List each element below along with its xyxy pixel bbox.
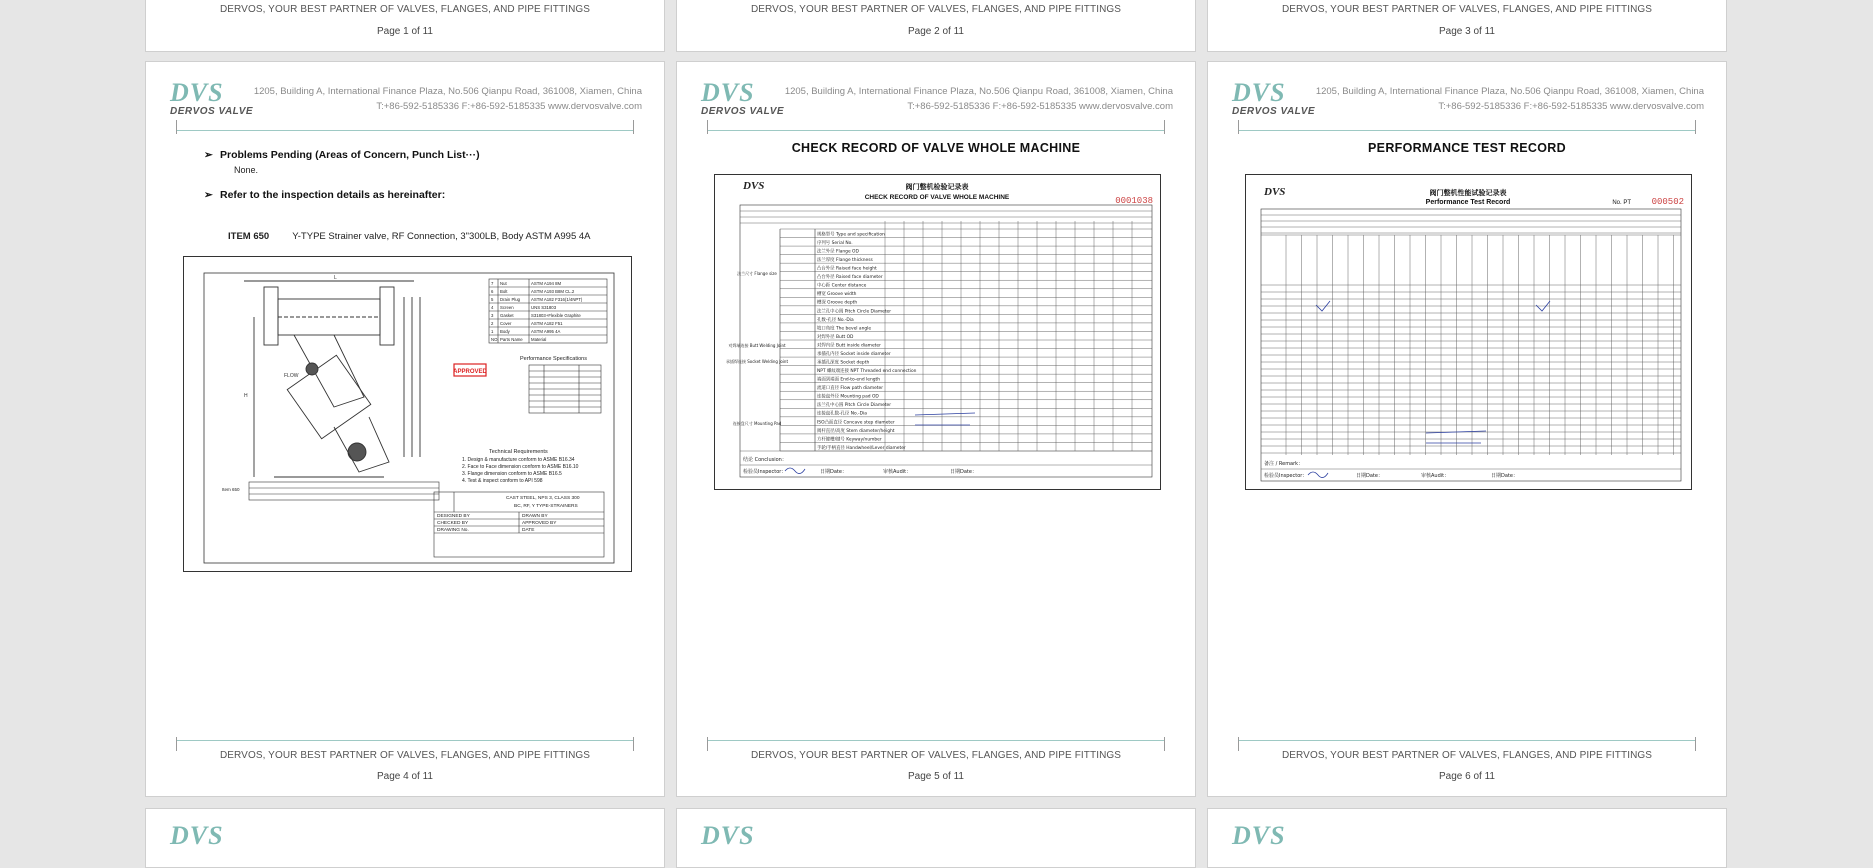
title-block-main: CAST STEEL, NPS 3, CLASS 300 (506, 496, 580, 501)
date2-label: 日期Date： (950, 469, 977, 475)
company-address (1316, 84, 1704, 114)
check-row-label: 方杆键槽/键号 Keyway/number (817, 437, 882, 443)
check-row-label: 对焊内径 Butt inside diameter (817, 343, 881, 349)
part-name: Body (500, 329, 510, 334)
check-row-label: 孔数-孔径 No.-Dia (817, 317, 854, 323)
logo-mark: DVS (170, 78, 224, 107)
footer-rule (176, 740, 634, 741)
form-title-cn: 阀门整机性能试验记录表 (1429, 189, 1507, 197)
check-row-label: 槽宽 Groove width (817, 292, 857, 298)
company-logo (170, 823, 260, 863)
part-material: S31803+Flexible Graphite (531, 313, 581, 318)
address-line: 1205, Building A, International Finance Plaza, No.506 Qianpu Road, 361008, Xiamen, China (253, 86, 642, 97)
form-title-en: CHECK RECORD OF VALVE WHOLE MACHINE (864, 194, 1010, 201)
part-name: Drain Plug (500, 297, 521, 302)
page-9 (1207, 808, 1727, 868)
part-no: 7 (491, 281, 494, 286)
check-row-label: 法兰外径 Flange OD (817, 249, 859, 255)
logo-mark: DVS (170, 821, 224, 850)
approved-by: APPROVED BY (522, 521, 557, 526)
svg-text:DVS: DVS (1264, 186, 1286, 198)
problems-bullet: ➢ Problems Pending (Areas of Concern, Punch List···) (204, 149, 480, 161)
header-rule (176, 130, 634, 131)
part-no: 1 (491, 329, 494, 334)
page-number: Page 6 of 11 (1439, 771, 1495, 782)
page-number: Page 5 of 11 (908, 771, 964, 782)
page-6 (1207, 61, 1727, 797)
part-name: Parts Name (500, 337, 523, 342)
check-row-label: 端面到端面 End-to-end length (817, 377, 881, 383)
company-logo (701, 823, 791, 863)
part-no: 2 (491, 321, 494, 326)
check-row-label: 连接盘孔数-孔径 No.-Dia (817, 411, 867, 417)
check-row-label: 手轮/手柄直径 Handwheel/Lever diameter (817, 445, 906, 451)
svg-text:FLOW: FLOW (284, 373, 299, 379)
logo-name: DERVOS VALVE (701, 106, 785, 117)
form-no-prefix: No. PT (1612, 200, 1631, 206)
company-logo (1232, 823, 1322, 863)
page-title: CHECK RECORD OF VALVE WHOLE MACHINE (791, 141, 1081, 155)
part-material: ASTM A182 F316(1/4NPT) (531, 297, 583, 302)
item-note: Item 650 (222, 487, 240, 492)
contact-line: T:+86-592-5185336 F:+86-592-5185335 www.dervosvalve.com (907, 101, 1173, 112)
part-no: NO. (491, 337, 499, 342)
date-label: 日期Date： (1356, 473, 1383, 479)
check-row-label: 中心距 Center distance (817, 283, 867, 289)
group-socket: 承插焊连接 Socket Welding Joint (725, 359, 789, 364)
company-address (254, 84, 642, 114)
svg-text:DVS: DVS (743, 180, 765, 192)
part-name: Gasket (500, 313, 514, 318)
page-number: Page 2 of 11 (908, 26, 964, 37)
form-title-en: Performance Test Record (1425, 199, 1511, 206)
tech-requirement: 4. Test & inspect conform to API 598 (462, 478, 543, 484)
logo-mark: DVS (1232, 821, 1286, 850)
check-row-label: 法兰孔中心圆 Pitch Circle Diameter (817, 309, 892, 315)
tech-requirement: 3. Flange dimension conform to ASME B16.5 (462, 471, 562, 477)
tech-requirement: 1. Design & manufacture conform to ASME B16.34 (462, 457, 575, 463)
check-row-label: 槽深 Groove depth (817, 300, 858, 306)
check-row-label: 凸台外径 Raised face height (817, 266, 877, 272)
form-number: 000502 (1651, 197, 1684, 207)
company-logo (701, 80, 791, 120)
address-line: 1205, Building A, International Finance Plaza, No.506 Qianpu Road, 361008, Xiamen, China (1315, 86, 1704, 97)
problems-none: None. (234, 165, 259, 175)
group-mounting: 连接盘尺寸 Mounting Pad (732, 421, 782, 426)
drawing-no: DRAWING No. (437, 528, 469, 533)
footer-slogan: DERVOS, YOUR BEST PARTNER OF VALVES, FLANGES, AND PIPE FITTINGS (750, 750, 1122, 761)
form-title-cn: 阀门整机检验记录表 (905, 183, 969, 191)
refer-bullet: ➢ Refer to the inspection details as hereinafter: (204, 189, 446, 201)
item-line (228, 231, 591, 242)
check-row-label: 对焊外径 Butt OD (817, 334, 854, 340)
page-1 (145, 0, 665, 52)
tech-req-title: Technical Requirements (489, 449, 548, 455)
page-2 (676, 0, 1196, 52)
logo-mark: DVS (1232, 78, 1286, 107)
part-name: Screen (500, 305, 514, 310)
footer-slogan: DERVOS, YOUR BEST PARTNER OF VALVES, FLANGES, AND PIPE FITTINGS (750, 4, 1122, 15)
address-line: 1205, Building A, International Finance Plaza, No.506 Qianpu Road, 361008, Xiamen, China (784, 86, 1173, 97)
date2-label: 日期Date： (1491, 473, 1518, 479)
audit-label: 审核Audit： (883, 469, 912, 475)
item-label: ITEM 650 (228, 231, 270, 242)
approved-stamp: APPROVED (453, 369, 487, 375)
page-number: Page 4 of 11 (377, 771, 433, 782)
part-no: 3 (491, 313, 494, 318)
conclusion-label: 结论 Conclusion： (743, 457, 787, 463)
company-address (785, 84, 1173, 114)
check-row-label: ISO凸面直径 Concave step diameter (817, 420, 895, 426)
part-material: ASTM A194 8M (531, 281, 562, 286)
footer-rule (707, 740, 1165, 741)
check-row-label: 法兰厚度 Flange thickness (817, 258, 873, 264)
part-material: ASTM A995 4A (531, 329, 561, 334)
check-row-label: NPT 螺纹端连接 NPT Threaded end connection (817, 369, 917, 375)
date-field: DATE (522, 528, 535, 533)
performance-test-form (1245, 174, 1692, 490)
svg-text:H: H (244, 393, 248, 399)
contact-line: T:+86-592-5185336 F:+86-592-5185335 www.dervosvalve.com (1438, 101, 1704, 112)
svg-text:L: L (334, 275, 337, 281)
checked-by: CHECKED BY (437, 521, 469, 526)
logo-mark: DVS (701, 78, 755, 107)
check-row-label: 凸台外径 Raised face diameter (817, 275, 883, 281)
page-number: Page 3 of 11 (1439, 26, 1495, 37)
date-label: 日期Date： (820, 469, 847, 475)
footer-slogan: DERVOS, YOUR BEST PARTNER OF VALVES, FLANGES, AND PIPE FITTINGS (219, 4, 591, 15)
logo-name: DERVOS VALVE (170, 106, 254, 117)
footer-slogan: DERVOS, YOUR BEST PARTNER OF VALVES, FLANGES, AND PIPE FITTINGS (1281, 750, 1653, 761)
item-description: Y-TYPE Strainer valve, RF Connection, 3"300LB, Body ASTM A995 4A (292, 231, 591, 242)
check-row-label: 阀杆直径/高度 Stem diameter/height (817, 428, 895, 434)
page-title: PERFORMANCE TEST RECORD (1368, 141, 1566, 155)
check-row-label: 流道口直径 Flow path diameter (817, 386, 884, 392)
form-number: 0001038 (1115, 196, 1153, 206)
part-no: 5 (491, 297, 494, 302)
logo-mark: DVS (701, 821, 755, 850)
group-flange: 法兰尺寸 Flange size (737, 271, 777, 276)
check-row-label: 规格型号 Type and specification (817, 232, 885, 238)
logo-name: DERVOS VALVE (1232, 106, 1316, 117)
part-name: Bolt (500, 289, 508, 294)
check-record-form (714, 174, 1161, 490)
inspector-label: 检验员Inspector： (743, 469, 787, 475)
check-row-label: 法兰孔中心圆 Pitch Circle Diameter (817, 403, 892, 409)
tech-requirement: 2. Face to Face dimension conform to ASME B16.10 (462, 464, 579, 470)
header-rule (1238, 130, 1696, 131)
part-name: Cover (500, 321, 512, 326)
footer-slogan: DERVOS, YOUR BEST PARTNER OF VALVES, FLANGES, AND PIPE FITTINGS (1281, 4, 1653, 15)
audit-label: 审核Audit： (1421, 473, 1450, 479)
footer-slogan: DERVOS, YOUR BEST PARTNER OF VALVES, FLANGES, AND PIPE FITTINGS (219, 750, 591, 761)
part-no: 4 (491, 305, 494, 310)
part-material: ASTM A193 B8M CL.2 (531, 289, 575, 294)
part-material: Material (531, 337, 547, 342)
check-row-label: 承插孔内径 Socket inside diameter (817, 351, 891, 357)
footer-rule (1238, 740, 1696, 741)
page-3 (1207, 0, 1727, 52)
check-row-label: 坡口角度 The bevel angle (817, 326, 872, 332)
part-no: 6 (491, 289, 494, 294)
company-logo (170, 80, 260, 120)
page-4 (145, 61, 665, 797)
part-name: Nut (500, 281, 507, 286)
part-material: ASTM A182 F51 (531, 321, 563, 326)
remark-label: 备注 / Remark： (1264, 461, 1304, 467)
check-row-label: 承插孔深度 Socket depth (817, 360, 870, 366)
page-5 (676, 61, 1196, 797)
page-number: Page 1 of 11 (377, 26, 433, 37)
header-rule (707, 130, 1165, 131)
perf-spec-title: Performance Specifications (520, 356, 587, 362)
page-8 (676, 808, 1196, 868)
drawn-by: DRAWN BY (522, 514, 548, 519)
inspector-label: 检验员Inspector： (1264, 473, 1308, 479)
page-7 (145, 808, 665, 868)
contact-line: T:+86-592-5185336 F:+86-592-5185335 www.dervosvalve.com (376, 101, 642, 112)
check-row-label: 序列号 Serial No. (817, 240, 853, 246)
designed-by: DESIGNED BY (437, 514, 470, 519)
company-logo (1232, 80, 1322, 120)
title-block-sub: BC, RF, Y TYPE-STRAINERS (514, 504, 578, 509)
strainer-drawing (183, 256, 632, 572)
part-material: UNS S31803 (531, 305, 557, 310)
check-row-label: 连接盘外径 Mounting pad OD (817, 394, 879, 400)
group-butt: 对焊端连接 Butt Welding Joint (728, 343, 786, 348)
